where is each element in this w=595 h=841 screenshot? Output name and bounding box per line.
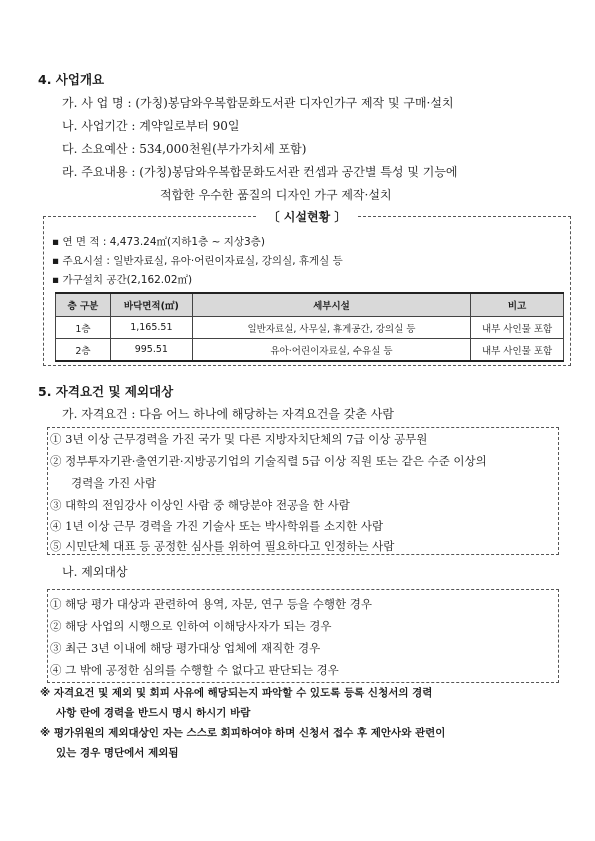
overview-value: (가칭)봉담와우복합문화도서관 컨셉과 공간별 특성 및 기능에 (139, 165, 458, 179)
overview-label: 가. 사 업 명 : (62, 96, 132, 110)
table-cell: 2층 (56, 339, 111, 362)
facility-status-title: 〔 시설현황 〕 (258, 208, 357, 225)
section-4-title: 4. 사업개요 (38, 72, 105, 87)
column-header: 층 구분 (56, 293, 111, 317)
column-header: 세부시설 (192, 293, 470, 317)
exclusion-item: ④ 그 밖에 공정한 심의를 수행할 수 없다고 판단되는 경우 (50, 663, 339, 677)
note-1-continuation: 사항 란에 경력을 반드시 명시 하시기 바람 (56, 707, 251, 719)
column-header: 바닥면적(㎡) (110, 293, 192, 317)
facility-table (55, 292, 564, 362)
exclusion-item: ③ 최근 3년 이내에 해당 평가대상 업체에 재직한 경우 (50, 641, 321, 655)
overview-item-period (62, 117, 240, 134)
column-header: 비고 (471, 293, 564, 317)
table-cell: 유아·어린이자료실, 수유실 등 (192, 339, 470, 362)
overview-item-name (62, 94, 454, 111)
overview-content-continuation: 적합한 우수한 품질의 디자인 가구 제작·설치 (160, 188, 392, 202)
table-cell: 내부 사인물 포함 (471, 339, 564, 362)
overview-label: 나. 사업기간 : (62, 119, 136, 133)
overview-value: (가칭)봉담와우복합문화도서관 디자인가구 제작 및 구매·설치 (135, 96, 454, 110)
table-cell: 995.51 (110, 339, 192, 362)
exclusion-item: ② 해당 사업의 시행으로 인하여 이해당사자가 되는 경우 (50, 619, 332, 633)
qualification-item: ① 3년 이상 근무경력을 가진 국가 및 다른 지방자치단체의 7급 이상 공무원 (50, 432, 428, 446)
qualification-heading: 가. 자격요건 : 다음 어느 하나에 해당하는 자격요건을 갖춘 사람 (62, 407, 394, 421)
table-cell: 일반자료실, 사무실, 휴게공간, 강의실 등 (192, 317, 470, 339)
qualification-item: ④ 1년 이상 근무 경력을 가진 기술사 또는 박사학위를 소지한 사람 (50, 519, 384, 533)
table-cell: 내부 사인물 포함 (471, 317, 564, 339)
qualification-item: ⑤ 시민단체 대표 등 공정한 심사를 위하여 필요하다고 인정하는 사람 (50, 539, 395, 553)
table-row (56, 339, 564, 362)
qualification-item-continuation: 경력을 가진 사람 (71, 476, 157, 490)
qualification-item: ② 정부투자기관·출연기관·지방공기업의 기술직렬 5급 이상 직원 또는 같은 수준 이상의 (50, 454, 487, 468)
overview-value: 534,000천원(부가가치세 포함) (139, 142, 307, 156)
overview-item-budget (62, 140, 306, 157)
section-5-title: 5. 자격요건 및 제외대상 (38, 384, 174, 399)
note-1: ※ 자격요건 및 제외 및 회피 사유에 해당되는지 파악할 수 있도록 등록 신청서의 경력 (40, 687, 433, 699)
note-2: ※ 평가위원의 제외대상인 자는 스스로 회피하여야 하며 신청서 접수 후 제안사와 관련이 (40, 727, 446, 739)
table-header-row (56, 293, 564, 317)
overview-label: 라. 주요내용 : (62, 165, 136, 179)
facility-bullet-main: ▪ 주요시설 : 일반자료실, 유아·어린이자료실, 강의실, 휴게실 등 (52, 255, 343, 267)
exclusion-heading: 나. 제외대상 (62, 565, 128, 579)
facility-bullet-area: ▪ 연 면 적 : 4,473.24㎡(지하1층 ~ 지상3층) (52, 236, 265, 248)
table-row (56, 317, 564, 339)
note-2-continuation: 있는 경우 명단에서 제외됨 (56, 747, 179, 759)
overview-item-content (62, 163, 458, 180)
exclusion-item: ① 해당 평가 대상과 관련하여 용역, 자문, 연구 등을 수행한 경우 (50, 597, 372, 611)
overview-label: 다. 소요예산 : (62, 142, 136, 156)
overview-value: 계약일로부터 90일 (139, 119, 240, 133)
table-cell: 1,165.51 (110, 317, 192, 339)
qualification-item: ③ 대학의 전임강사 이상인 사람 중 해당분야 전공을 한 사람 (50, 498, 350, 512)
table-cell: 1층 (56, 317, 111, 339)
facility-bullet-space: ▪ 가구설치 공간(2,162.02㎡) (52, 274, 193, 286)
